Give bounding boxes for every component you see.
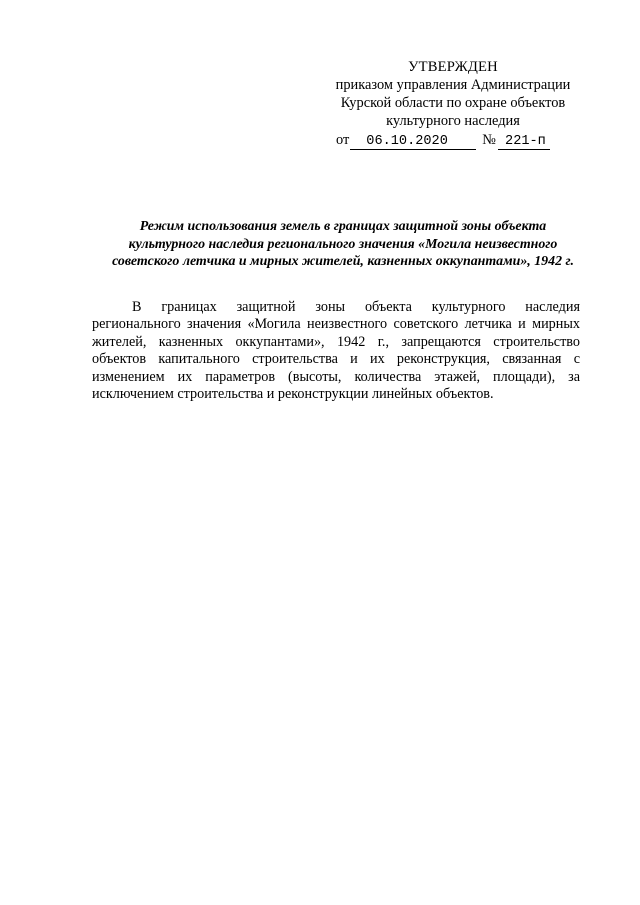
body-line: регионального значения «Могила неизвестного советского летчика и мирных <box>92 316 580 333</box>
body-line: объектов капитального строительства и их реконструкция, связанная с <box>92 351 580 368</box>
body-line: исключением строительства и реконструкции линейных объектов. <box>92 386 494 403</box>
body-line: жителей, казненных оккупантами», 1942 г., запрещаются строительство <box>92 333 580 350</box>
heading-line: Режим использования земель в границах защитной зоны объекта <box>139 219 547 234</box>
approval-line: Курской области по охране объектов <box>340 95 566 111</box>
body-line: изменением их параметров (высоты, количества этажей, площади), за <box>92 368 580 385</box>
approval-line: культурного наследия <box>386 113 520 129</box>
body-line: В границах защитной зоны объекта культурного наследия <box>132 299 580 315</box>
body-paragraph <box>92 299 580 403</box>
document-heading <box>96 218 590 271</box>
order-date: 06.10.2020 <box>350 134 476 150</box>
heading-line: культурного наследия регионального значения «Могила неизвестного <box>128 236 558 252</box>
order-reference <box>336 131 596 150</box>
approval-block <box>318 58 588 130</box>
approval-line: приказом управления Администрации <box>335 77 571 93</box>
order-number: 221-п <box>498 134 550 150</box>
date-prefix: от <box>336 132 350 148</box>
heading-line: советского летчика и мирных жителей, казненных оккупантами», 1942 г. <box>112 254 574 269</box>
number-prefix: № <box>482 132 497 148</box>
approval-title: УТВЕРЖДЕН <box>408 59 498 75</box>
